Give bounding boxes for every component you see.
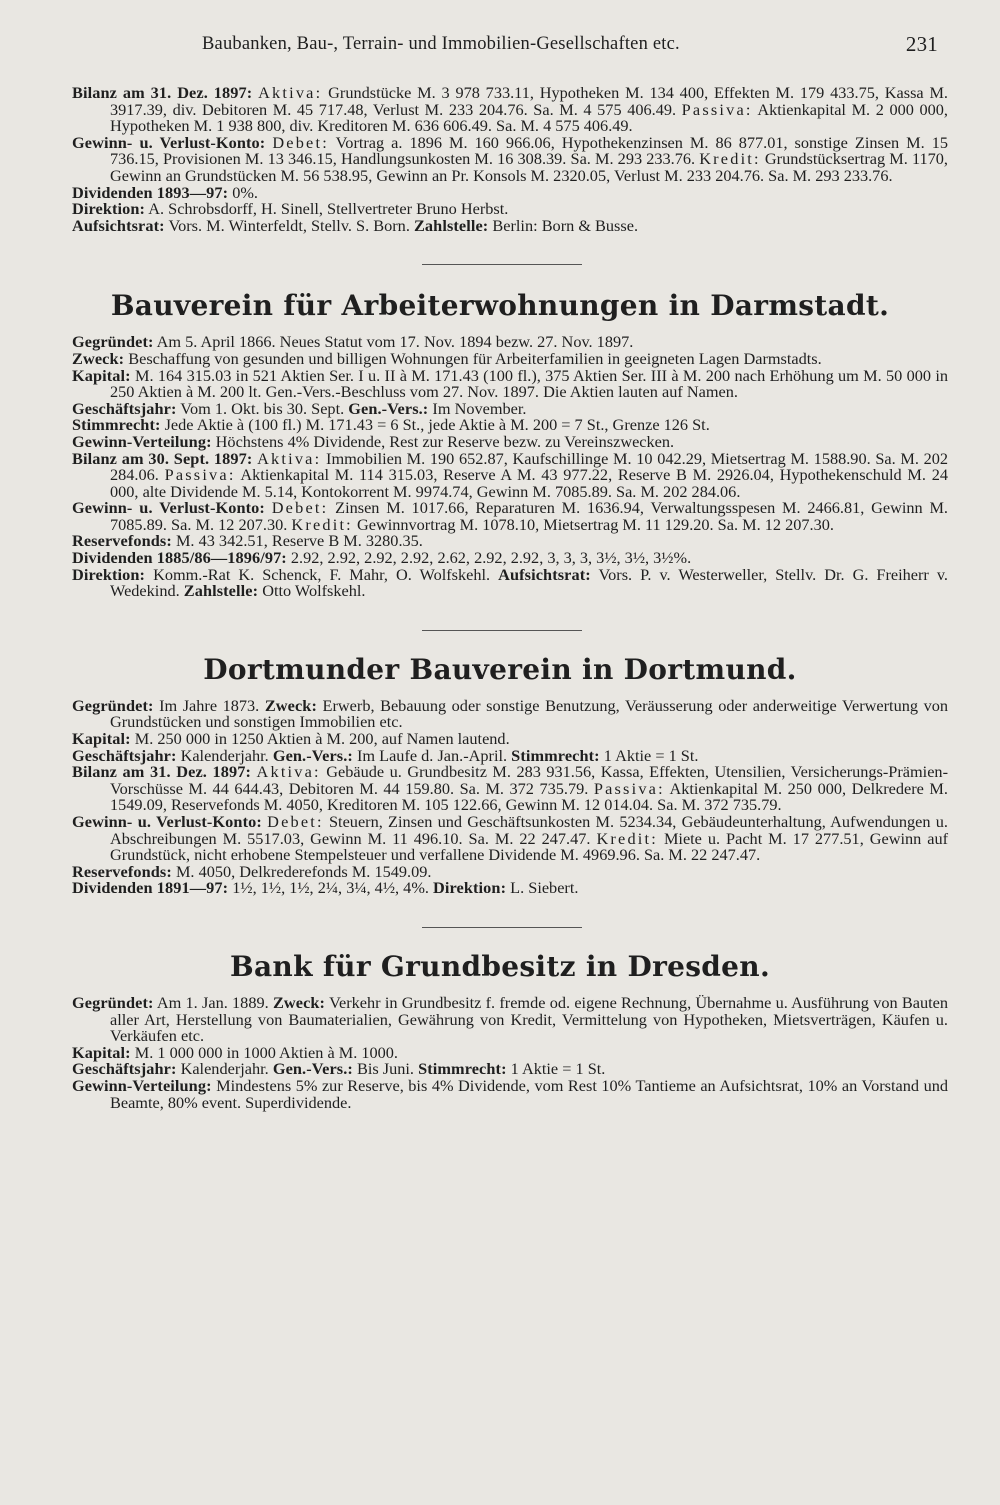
gegruendet-label: Gegründet: [72,695,154,715]
section-divider [422,264,582,265]
bilanz-entry [72,85,948,135]
gegruendet-entry [72,992,948,1046]
dividenden-label: Dividenden 1893—97: [72,182,229,202]
kapital-entry [72,365,948,402]
stimmrecht-text: 1 Aktie = 1 St. [603,745,699,765]
geschaeftsjahr-text: Vom 1. Okt. bis 30. Sept. [180,398,345,418]
debet-text: Steuern, Zinsen und Geschäftsunkosten M. 5234.34, Gebäudeunterhaltung, Aufwendungen u. Abschreibungen M. 5517.03, Gewinn M. 11 496.10. Sa. M. 22 247.47. [110,812,948,848]
section-dortmunder-bauverein [72,653,948,897]
bilanz-label: Bilanz am 31. Dez. 1897: [72,762,252,782]
dividenden-label: Dividenden 1885/86—1896/97: [72,548,287,568]
aufsichtsrat-label: Aufsichtsrat: [498,564,591,584]
zahlstelle-label: Zahlstelle: [183,581,259,601]
debet-label: Debet: [267,812,324,831]
zweck-label: Zweck: [264,695,317,715]
gv-label: Gewinn- u. Verlust-Konto: [72,498,265,518]
aufsichtsrat-entry [72,215,948,235]
gen-vers-label: Gen.-Vers.: [272,745,353,765]
dividenden-text: 0%. [232,182,258,202]
aufsichtsrat-text: Vors. M. Winterfeldt, Stellv. S. Born. [168,215,410,235]
stimmrecht-text: 1 Aktie = 1 St. [510,1059,606,1079]
section-heading: Dortmunder Bauverein in Dortmund. [203,652,797,686]
running-header [72,30,948,60]
gen-vers-label: Gen.-Vers.: [272,1059,353,1079]
kapital-text: M. 164 315.03 in 521 Aktien Ser. I u. II à M. 171.43 (100 fl.), 375 Aktien Ser. III à M. 200 nach Erhöhung um M. 50 000 in 250 Aktien à M. 200 lt. Gen.-Vers.-Beschluss vom 27. Nov. 1897. Die Aktien lauten auf Namen. [110,365,948,402]
aktiva-text: Immobilien M. 190 652.87, Kaufschillinge M. 10 042.29, Mietsertrag M. 1588.90. Sa. M. 202 284.06. [110,448,949,485]
kredit-text: Miete u. Pacht M. 17 277.51, Gewinn auf Grundstück, nicht erhobene Stempelsteuer und verfallene Dividende M. 4969.96. Sa. M. 22 247.47. [110,828,949,865]
direktion-entry [72,564,948,601]
section-heading: Bauverein für Arbeiterwohnungen in Darmstadt. [110,289,890,323]
passiva-label: Passiva: [593,778,665,798]
aktiva-text: Grundstücke M. 3 978 733.11, Hypotheken M. 134 400, Effekten M. 179 433.75, Kassa M. 3917.39, div. Debitoren M. 45 717.48, Verlust M. 233 204.76. Sa. M. 4 575 406.49. [110,83,948,119]
passiva-text: Aktienkapital M. 250 000, Delkredere M. 1549.09, Reservefonds M. 4050, Kreditoren M. 105 122.66, Gewinn M. 12 014.04. Sa. M. 372 735.79. [110,778,948,815]
gegruendet-text: Im Jahre 1873. [159,695,260,715]
direktion-text: A. Schrobsdorff, H. Sinell, Stellvertreter Bruno Herbst. [148,199,509,219]
gen-vers-text: Bis Juni. [356,1059,414,1079]
gen-vers-text: Im November. [432,398,527,418]
kredit-text: Gewinnvortrag M. 1078.10, Mietsertrag M. 11 129.20. Sa. M. 12 207.30. [356,514,834,534]
bilanz-label: Bilanz am 31. Dez. 1897: [72,83,253,102]
zahlstelle-text: Berlin: Born & Busse. [492,215,639,235]
zweck-text: Beschaffung von gesunden und billigen Wohnungen für Arbeiterfamilien in geeigneten Lagen Darmstadts. [128,348,822,368]
aufsichtsrat-label: Aufsichtsrat: [72,215,165,235]
gen-vers-label: Gen.-Vers.: [348,398,429,418]
gewinn-verteilung-label: Gewinn-Verteilung: [72,431,212,451]
kredit-text: Grundstücksertrag M. 1170, Gewinn an Grundstücken M. 56 538.95, Gewinn an Pr. Konsols M. 2320.05, Verlust M. 233 204.76. Sa. M. 293 233.76. [110,149,948,185]
reservefonds-label: Reservefonds: [72,861,172,881]
zahlstelle-label: Zahlstelle: [413,215,489,235]
section-continuation [72,85,948,234]
gewinn-verlust-entry [72,500,948,533]
kapital-label: Kapital: [72,1042,131,1062]
zweck-label: Zweck: [272,992,326,1012]
kapital-label: Kapital: [72,365,131,385]
gegruendet-text: Am 1. Jan. 1889. [156,992,269,1012]
gewinn-verlust-entry [72,132,948,185]
gv-label: Gewinn- u. Verlust-Konto: [72,812,262,831]
reservefonds-label: Reservefonds: [72,531,172,551]
debet-label: Debet: [271,498,329,518]
gen-vers-text: Im Laufe d. Jan.-April. [356,745,508,765]
direktion-label: Direktion: [72,564,146,584]
aktiva-label: Aktiva: [257,448,322,468]
dividenden-label: Dividenden 1891—97: [72,878,229,898]
gegruendet-label: Gegründet: [72,332,154,352]
section-divider [422,927,582,928]
gv-label: Gewinn- u. Verlust-Konto: [72,132,266,152]
direktion-label: Direktion: [72,199,146,219]
debet-text: Vortrag a. 1896 M. 160 966.06, Hypothekenzinsen M. 86 877.01, sonstige Zinsen M. 15 736.15, Provisionen M. 13 346.15, Handlungsunkosten M. 16 308.39. Sa. M. 293 233.76. [110,132,948,169]
reservefonds-text: M. 43 342.51, Reserve B M. 3280.35. [175,531,423,551]
debet-text: Zinsen M. 1017.66, Reparaturen M. 1636.94, Verwaltungsspesen M. 2466.81, Gewinn M. 7085.89. Sa. M. 12 207.30. [110,498,949,534]
section-bauverein-darmstadt [72,289,948,600]
dividenden-entry [72,880,948,897]
kredit-label: Kredit: [291,514,353,534]
section-bank-grundbesitz [72,950,948,1111]
zweck-label: Zweck: [72,348,125,368]
zweck-text: Verkehr in Grundbesitz f. fremde od. eigene Rechnung, Übernahme u. Ausführung von Bauten aller Art, Herstellung von Baumaterialien, Gewährung von Kredit, Vermittelung von Hypotheken, Mietsverträgen, Käufen u. Verkäufen etc. [110,992,948,1046]
gegruendet-text: Am 5. April 1866. Neues Statut vom 17. Nov. 1894 bezw. 27. Nov. 1897. [156,332,634,352]
section-heading: Bank für Grundbesitz in Dresden. [230,949,770,983]
passiva-text: Aktienkapital M. 114 315.03, Reserve A M. 43 977.22, Reserve B M. 2926.04, Hypothekenschuld M. 24 000, alte Dividende M. 5.14, Kontokorrent M. 9974.74, Gewinn M. 7085.89. Sa. M. 202 284.06. [110,465,948,501]
stimmrecht-label: Stimmrecht: [72,415,161,435]
bilanz-entry [72,764,948,814]
kapital-text: M. 250 000 in 1250 Aktien à M. 200, auf Namen lautend. [134,729,510,749]
kapital-text: M. 1 000 000 in 1000 Aktien à M. 1000. [134,1042,398,1062]
aktiva-text: Gebäude u. Grundbesitz M. 283 931.56, Kassa, Effekten, Utensilien, Versicherungs-Prämien-Vorschüsse M. 44 644.43, Debitoren M. 44 159.80. Sa. M. 372 735.79. [110,762,948,798]
geschaeftsjahr-label: Geschäftsjahr: [72,745,177,765]
debet-label: Debet: [272,132,329,152]
passiva-text: Aktienkapital M. 2 000 000, Hypotheken M. 1 938 800, div. Kreditoren M. 636 606.49. Sa. M. 4 575 406.49. [110,99,948,136]
stimmrecht-text: Jede Aktie à (100 fl.) M. 171.43 = 6 St., jede Aktie à M. 200 = 7 St., Grenze 126 St. [164,415,710,435]
section-divider [422,630,582,631]
gewinn-verteilung-text: Höchstens 4% Dividende, Rest zur Reserve bezw. zu Vereinszwecken. [215,431,675,451]
direktion-text: Komm.-Rat K. Schenck, F. Mahr, O. Wolfskehl. [153,564,491,584]
geschaeftsjahr-label: Geschäftsjahr: [72,1059,177,1079]
gegruendet-label: Gegründet: [72,992,154,1012]
geschaeftsjahr-text: Kalenderjahr. [180,1059,269,1079]
passiva-label: Passiva: [681,99,753,119]
running-title: Baubanken, Bau-, Terrain- und Immobilien-Gesellschaften etc. [202,34,680,54]
stimmrecht-label: Stimmrecht: [418,1059,507,1079]
reservefonds-text: M. 4050, Delkrederefonds M. 1549.09. [175,861,432,881]
dividenden-text: 2.92, 2.92, 2.92, 2.92, 2.62, 2.92, 2.92, 3, 3, 3, 3½, 3½, 3½%. [290,548,692,568]
gewinn-verteilung-label: Gewinn-Verteilung: [72,1075,212,1095]
kapital-label: Kapital: [72,729,131,749]
page-number: 231 [905,32,938,56]
bilanz-entry [72,448,949,501]
bilanz-label: Bilanz am 30. Sept. 1897: [72,448,253,468]
kredit-label: Kredit: [596,828,658,848]
passiva-label: Passiva: [164,465,236,485]
gegruendet-entry [72,695,948,732]
kredit-label: Kredit: [699,149,761,169]
zweck-text: Erwerb, Bebauung oder sonstige Benutzung, Veräusserung oder anderweitige Verwertung von Grundstücken und sonstigen Immobilien etc. [110,695,948,732]
gewinn-verlust-entry [72,814,948,864]
gewinn-verteilung-text: Mindestens 5% zur Reserve, bis 4% Dividende, vom Rest 10% Tantieme an Aufsichtsrat, 10% an Vorstand und Beamte, 80% event. Superdividende. [110,1075,948,1112]
gewinn-verteilung-entry [72,1075,948,1112]
direktion-label: Direktion: [433,878,507,898]
zahlstelle-text: Otto Wolfskehl. [262,581,366,601]
geschaeftsjahr-text: Kalenderjahr. [180,745,269,765]
geschaeftsjahr-label: Geschäftsjahr: [72,398,177,418]
aufsichtsrat-text: Vors. P. v. Westerweller, Stellv. Dr. G. Freiherr v. Wedekind. [110,564,948,601]
aktiva-label: Aktiva: [258,83,323,102]
dividenden-text: 1½, 1½, 1½, 2¼, 3¼, 4½, 4%. [232,878,429,898]
direktion-text: L. Siebert. [510,878,579,898]
stimmrecht-label: Stimmrecht: [511,745,600,765]
aktiva-label: Aktiva: [256,762,321,782]
